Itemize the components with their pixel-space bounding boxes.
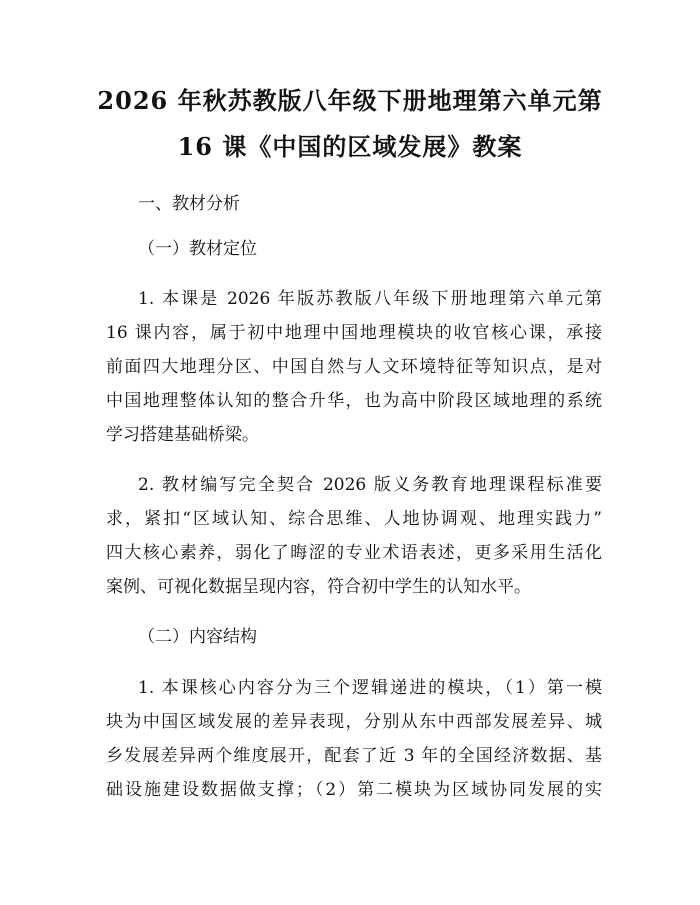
document-title-line-2: 16 课《中国的区域发展》教案 xyxy=(177,132,523,161)
subsection-heading-textbook-positioning: （一）教材定位 xyxy=(138,239,257,259)
paragraph-3-line: 1. 本课核心内容分为三个逻辑递进的模块，（1）第一模 xyxy=(138,678,602,698)
paragraph-1-line: 前面四大地理分区、中国自然与人文环境特征等知识点，是对 xyxy=(106,357,602,377)
paragraph-1-line: 1. 本课是 2026 年版苏教版八年级下册地理第六单元第 xyxy=(138,289,602,309)
paragraph-2-line: 四大核心素养，弱化了晦涩的专业术语表述，更多采用生活化 xyxy=(106,543,602,563)
paragraph-1-line: 16 课内容，属于初中地理中国地理模块的收官核心课，承接 xyxy=(106,323,602,343)
subsection-heading-content-structure: （二）内容结构 xyxy=(138,627,257,647)
paragraph-3-line: 乡发展差异两个维度展开，配套了近 3 年的全国经济数据、基 xyxy=(106,746,602,766)
document-title-line-1: 2026 年秋苏教版八年级下册地理第六单元第 xyxy=(97,86,603,115)
paragraph-2-line: 2. 教材编写完全契合 2026 版义务教育地理课程标准要 xyxy=(138,475,602,495)
paragraph-3-line: 块为中国区域发展的差异表现，分别从东中西部发展差异、城 xyxy=(106,712,602,732)
paragraph-1-line: 中国地理整体认知的整合升华，也为高中阶段区域地理的系统 xyxy=(106,391,602,411)
section-heading-textbook-analysis: 一、教材分析 xyxy=(138,194,240,214)
paragraph-2-line: 案例、可视化数据呈现内容，符合初中学生的认知水平。 xyxy=(106,577,531,597)
paragraph-3-line: 础设施建设数据做支撑；（2）第二模块为区域协同发展的实 xyxy=(106,780,602,800)
paragraph-2-line: 求，紧扣“区域认知、综合思维、人地协调观、地理实践力” xyxy=(106,509,602,529)
paragraph-1-line: 学习搭建基础桥梁。 xyxy=(106,425,259,445)
